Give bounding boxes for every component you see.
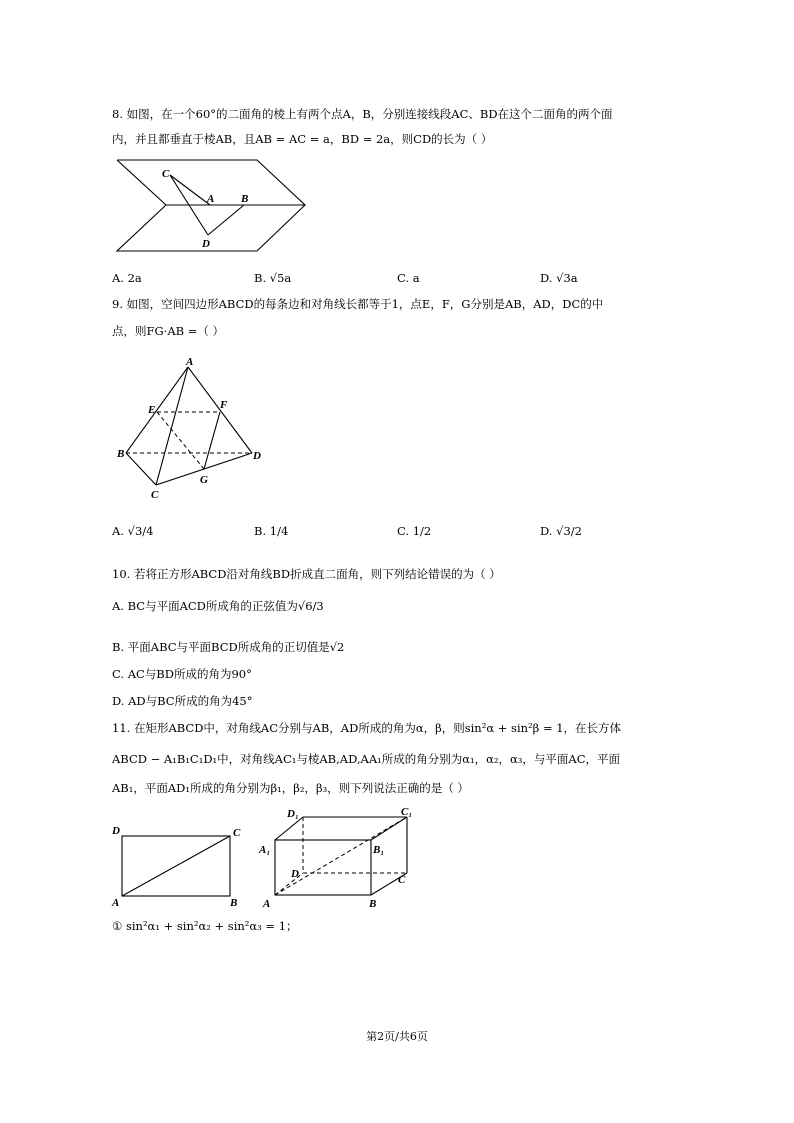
- q9-option-c[interactable]: C. 1/2: [397, 524, 432, 538]
- q11-rect-label-a: A: [112, 897, 120, 909]
- q10-option-c[interactable]: C. AC与BD所成的角为90°: [112, 667, 252, 681]
- q11-box-label-c1: C₁: [401, 806, 413, 818]
- q8-dihedral-figure: [112, 155, 312, 255]
- q8-label-d: D: [202, 238, 210, 250]
- q11-box-label-b: B: [369, 898, 377, 910]
- q11-box-label-d1: D₁: [287, 808, 299, 820]
- q9-stem-line2: 点，则FG·AB =（ ）: [112, 324, 225, 338]
- q9-label-d: D: [253, 450, 261, 462]
- q10-option-b[interactable]: B. 平面ABC与平面BCD所成角的正切值是√2: [112, 640, 345, 654]
- q9-tetrahedron-figure: [112, 355, 272, 505]
- q11-stem-line1: 11. 在矩形ABCD中，对角线AC分别与AB，AD所成的角为α，β，则sin²α + sin²β = 1，在长方体: [112, 721, 622, 735]
- q8-stem-line2: 内，并且都垂直于棱AB，且AB = AC = a，BD = 2a，则CD的长为（ ）: [112, 132, 493, 146]
- q8-stem-line1: 8. 如图，在一个60°的二面角的棱上有两个点A，B，分别连接线段AC、BD在这个二面角的两个面: [112, 107, 613, 121]
- q9-stem-line1: 9. 如图，空间四边形ABCD的每条边和对角线长都等于1，点E，F，G分别是AB，AD，DC的中: [112, 297, 604, 311]
- q11-cuboid-figure: [255, 805, 425, 910]
- q11-rectangle-figure: [110, 820, 250, 910]
- q11-box-label-a1: A₁: [259, 844, 271, 856]
- q10-option-a[interactable]: A. BC与平面ACD所成角的正弦值为√6/3: [112, 599, 324, 613]
- q9-label-a: A: [186, 356, 194, 368]
- q11-box-label-d: D: [291, 868, 299, 880]
- q11-box-label-b1: B₁: [373, 844, 385, 856]
- q11-box-label-a: A: [263, 898, 271, 910]
- q11-rect-label-c: C: [233, 827, 241, 839]
- q10-option-d[interactable]: D. AD与BC所成的角为45°: [112, 694, 253, 708]
- q8-option-d[interactable]: D. √3a: [540, 271, 578, 285]
- q9-option-b[interactable]: B. 1/4: [254, 524, 289, 538]
- q9-label-e: E: [148, 404, 156, 416]
- q11-item-1: ① sin²α₁ + sin²α₂ + sin²α₃ = 1；: [112, 919, 298, 933]
- q8-label-a: A: [207, 193, 215, 205]
- q11-stem-line2: ABCD − A₁B₁C₁D₁中，对角线AC₁与棱AB,AD,AA₁所成的角分别为α₁，α₂，α₃，与平面AC，平面: [112, 752, 620, 766]
- q8-option-a[interactable]: A. 2a: [112, 271, 142, 285]
- q9-label-b: B: [117, 448, 125, 460]
- q9-label-f: F: [220, 399, 228, 411]
- q9-option-a[interactable]: A. √3/4: [112, 524, 154, 538]
- q8-label-c: C: [162, 168, 170, 180]
- q11-rect-label-b: B: [230, 897, 238, 909]
- page-footer: 第2页/共6页: [366, 1030, 428, 1043]
- q10-stem: 10. 若将正方形ABCD沿对角线BD折成直二面角，则下列结论错误的为（ ）: [112, 567, 501, 581]
- q11-stem-line3: AB₁，平面AD₁所成的角分别为β₁，β₂，β₃，则下列说法正确的是（ ）: [112, 781, 469, 795]
- q8-label-b: B: [241, 193, 249, 205]
- q11-box-label-c: C: [398, 874, 406, 886]
- q9-label-c: C: [151, 489, 159, 501]
- q8-option-b[interactable]: B. √5a: [254, 271, 292, 285]
- q9-option-d[interactable]: D. √3/2: [540, 524, 582, 538]
- q9-label-g: G: [200, 474, 208, 486]
- q11-rect-label-d: D: [112, 825, 120, 837]
- q8-option-c[interactable]: C. a: [397, 271, 420, 285]
